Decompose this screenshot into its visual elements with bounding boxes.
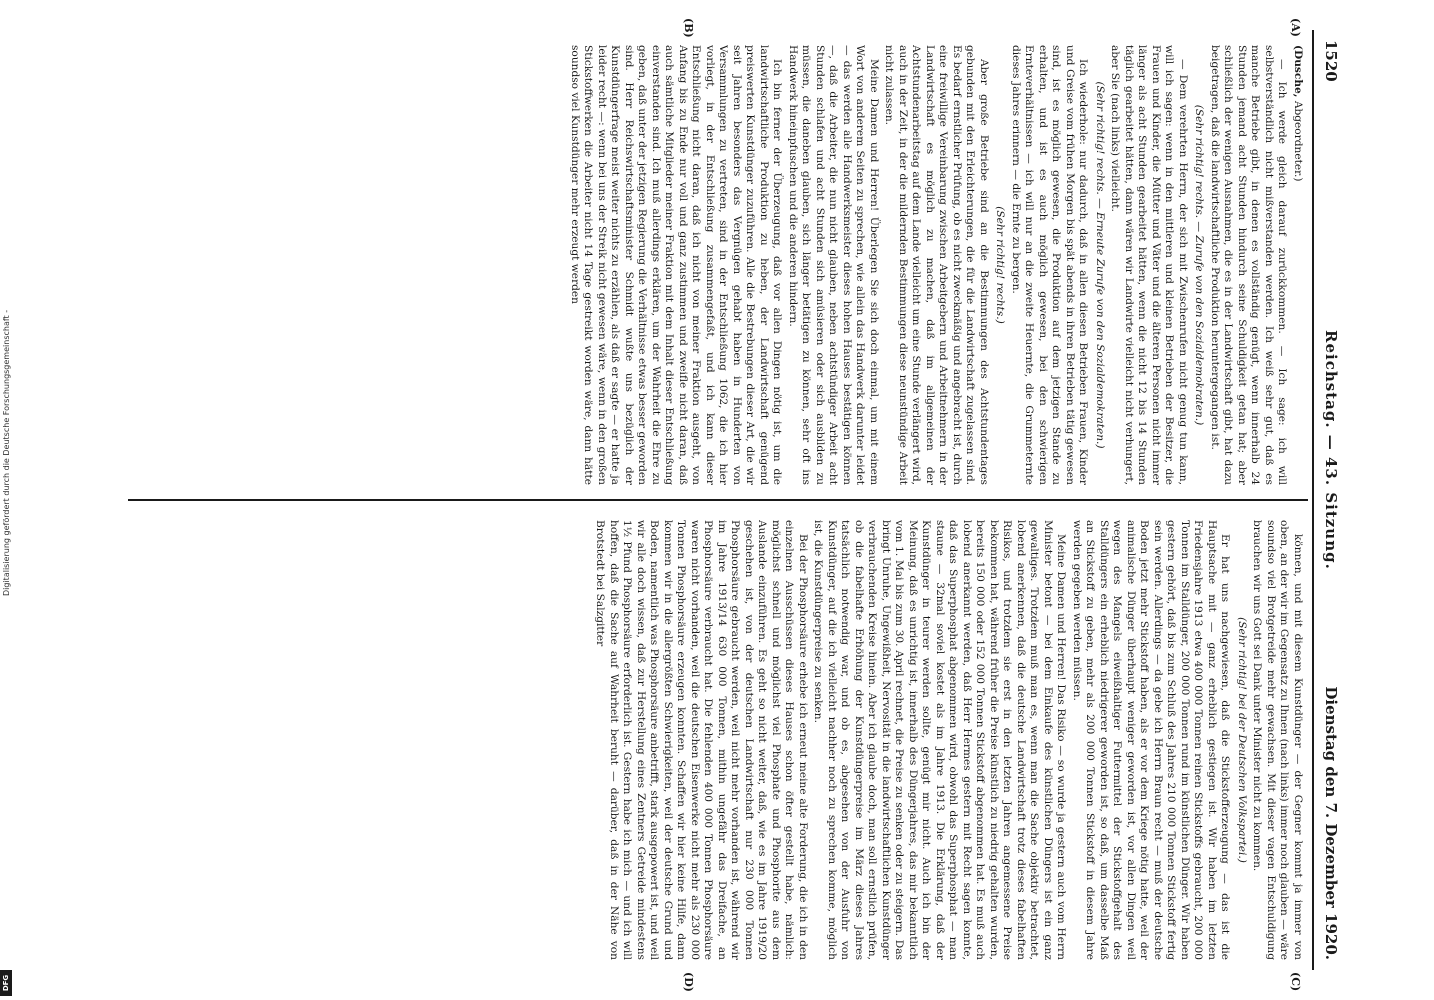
interjection: (Sehr richtig! rechts.) [994,206,1007,324]
document-page [60,0,1400,1000]
paragraph-text: können, und mit diesem Kunstdünger — der Gegner kommt ja immer von oben, an der wir im Gegensatz zu Ihnen (nach links) immer noch glauben — wäre soundso viel Brotgetreide mehr gewachsen. Mit dieser vagen Entschuldigung brauchen wir uns Gott sei Dank unter Minister nicht zu kommen. [1251,520,1304,960]
speaker-role: Abgeordneter.) [1292,100,1304,182]
paragraph-text: — Dem verehrten Herrn, der sich mit Zwischenrufen nicht genug tun kann, will ich sagen: wenn in den mittleren und kleinen Betrieben der Besitzer, die Frauen und Kinder, die Mütter und Väter und die älteren Personen nicht immer länger als acht Stunden gearbeitet hätten, wenn die nicht 12 bis 14 Stunden täglich gearbeitet hätten, dann wären wir Landwirte vielleicht nicht verhungert, aber Sie (nach links) vielleicht. [1109,45,1189,485]
margin-marker-a: (A) [1289,18,1302,37]
dfg-logo-text: DFG [2,974,10,992]
right-column [134,520,1304,960]
paragraph [786,45,881,485]
page-number: 1520 [1322,40,1340,82]
header-rule [1312,30,1314,970]
margin-marker-c: (C) [1289,972,1302,992]
paragraph-text: Meine Damen und Herren! Überlegen Sie sich doch einmal, um mit einem Wort von anderem Seiten zu sprechen, wie allein das Handwerk darunter leidet — das werden alle Handwerksmeister dieses hohen Hauses bestätigen können —, daß die Arbeiter, die nun nicht glauben, neben achtstündiger Arbeit acht Stunden schlafen und acht Stunden sich amüsieren oder sich ausbilden zu müssen, die daneben glauben, sich länger betätigen zu können, sehr oft ins Handwerk hineinpfuschen und die anderen hindern. [787,45,880,485]
column-divider [128,499,1308,501]
interjection: (Sehr richtig! rechts. — Erneute Zurufe von den Sozialdemokraten.) [1094,81,1106,449]
paragraph-text: Ich wiederhole: nur dadurch, daß in allen diesen Betrieben Frauen, Kinder und Greise vom frühen Morgen bis spät abends in ihren Betrieben tätig gewesen sind, ist es möglich gewesen, die Produktion auf dem jetzigen Stande zu erhalten, und ist es auch möglich gewesen, bei den schwierigen Ernteverhältnissen — ich will nur an die zweite Heuernte, die Grummeternte dieses Jahres erinnern — die Ernte zu bergen. [1010,45,1090,485]
margin-marker-b: (B) [682,18,695,38]
paragraph-text: Meine Damen und Herren! Das Risiko — so wurde ja gestern auch vom Herrn Minister betont — bei dem Einkaufe des künstlichen Düngers ist ein ganz gewaltiges. Trotzdem muß man es, wenn man die Sache objektiv betrachtet, lobend anerkennen, daß die deutsche Landwirtschaft trotz dieses fabelhaften Risikos, und trotzdem sie erst in den letzten Jahren angemessene Preise bekommen hat, während früher die Preise künstlich zu niedrig gehalten wurden, bereits 150 000 oder 152 000 Tonnen Stickstoff abgenommen hat. Es muß auch lobend anerkannt werden, daß Herr Hermes gestern mit Recht sagen konnte, daß das Superphosphat abgenommen wird, obwohl das Superphosphat — man staune — 32mal soviel kostet als im Jahre 1913. Die Erklärung, daß der Kunstdünger in teurer werden sollte, genügt mir nicht. Auch ich bin der Meinung, daß es unrichtig ist, innerhalb des Düngerjahres, das mir bekanntlich vom 1. Mai bis zum 30. April rechnet, die Preise zu senken oder zu steigern. Das bringt Unruhe, Ungewißheit, Nervosität in die landwirtschaftlichen Kunstdünger verbrauchenden Kreise hinein. Aber ich glaube doch, man soll ernstlich prüfen, ob die fabelhafte Erhöhung der Kunstdüngerpreise im März dieses Jahres tatsächlich notwendig war, und ob es, abgesehen von der Ausfuhr von Kunstdünger, auf die ich vielleicht nachher noch zu sprechen komme, möglich ist, die Kunstdüngerpreise zu senken. [812,520,1068,960]
speaker-name: (Dusche, [1292,45,1304,98]
paragraph [811,520,1068,960]
paragraph [593,520,809,960]
paragraph [1291,45,1305,485]
interjection: (Sehr richtig! bei der Deutschen Volkspartei.) [1236,617,1248,863]
interjection: (Sehr richtig! rechts. — Zurufe von den Sozialdemokraten.) [1193,104,1206,426]
paragraph [882,45,990,485]
left-column [134,45,1304,485]
paragraph [1250,520,1304,960]
paragraph-text: Er hat uns nachgewiesen, daß die Stickstofferzeugung — das ist die Hauptsache mit — ganz erheblich gestiegen ist. Wir haben im letzten Friedensjahre 1913 etwa 400 000 Tonnen reinen Stickstoffs gebraucht, 200 000 Tonnen im Stalldünger, 200 000 Tonnen rund im künstlichen Dünger. Wir haben gestern gehört, daß bis zum Schluß des Jahres 210 000 Tonnen Stickstoff fertig sein werden. Allerdings — da gebe ich Herrn Braun recht — muß der deutsche Boden jetzt mehr Stickstoff haben, als er vor dem Kriege nötig hatte, weil der animalische Dünger überhaupt weniger geworden ist, vor allen Dingen weil wegen des Mangels eiweißhaltiger Futtermittel der Stickstoffgehalt des Stalldüngers ein erheblich niedrigerer geworden ist, so daß, um dasselbe Maß an Stickstoff zu geben, mehr als 200 000 Tonnen Stickstoff in diesem Jahre werden gegeben werden müssen. [1071,520,1232,960]
paragraph [1208,45,1289,485]
digitization-note: Digitalisierung gefördert durch die Deutsche Forschungsgemeinschaft - [2,309,11,596]
margin-marker-d: (D) [682,972,695,992]
paragraph-text: Aber große Betriebe sind an die Bestimmungen des Achtstundentages gebunden mit den Erleichterungen, die für die Landwirtschaft zugelassen sind. Es bedarf ernstlicher Prüfung, ob es nicht zweckmäßig und angebracht ist, durch eine freiwillige Vereinbarung zwischen Arbeitgebern und Arbeitnehmern in der Landwirtschaft es möglich zu machen, daß im allgemeinen der Achtstundenarbeitstag auf dem Lande vielleicht um eine Stunde verlängert wird, auch in der Zeit, in der die mildernden Bestimmungen diese neunstündige Arbeit nicht zulassen. [883,45,990,485]
paragraph [568,45,784,485]
dfg-logo [0,970,12,996]
paragraph-text: Ich bin ferner der Überzeugung, daß vor allen Dingen nötig ist, um die landwirtschaftliche Produktion zu heben, der Landwirtschaft genügend preiswerten Kunstdünger zuzuführen. Alle die Bestrebungen dieser Art, die wir seit Jahren besonders das Vergnügen gehabt haben in Hunderten von Versammlungen zu vertreten, sind in der Entschließung 1062, die ich hier vorliegt, in der Entschließung zusammengefaßt, und ich kann dieser Entschließung nicht daran, daß ich nicht von meiner Fraktion ausgeht, von Anfang bis zu Ende nur voll und ganz zustimmen und zweifle nicht daran, daß auch sämtliche Mitglieder meiner Fraktion mit dem Inhalt dieser Entschließung einverstanden sind. Ich muß allerdings erklären, um der Wahrheit die Ehre zu geben, daß unter der jetzigen Regierung die Verhältnisse etwas besser geworden sind. Herr Reichswirtschaftsminister Schmidt wußte uns bezüglich der Kunstdüngerfrage meist weiter nichts zu erzählen, als daß er sagte — er hatte ja leider recht —: wenn bei uns der Streik nicht gewesen wäre, wenn in den großen Stickstoffwerken die Arbeiter nicht 14 Tage gestreikt worden wäre, dann hätte soundso viel Kunstdünger mehr erzeugt werden [569,45,784,485]
paragraph [1070,520,1232,960]
paragraph [1009,45,1090,485]
session-date: Dienstag den 7. Dezember 1920. [1322,686,1340,960]
paragraph [1108,45,1189,485]
page-header [1314,30,1340,970]
paragraph-text: Bei der Phosphorsäure erhebe ich erneut meine alte Forderung, die ich in den einzelnen Ausschüssen dieses Hauses schon öfter gestellt habe, nämlich: möglichst schnell und möglichst viel Phosphate und Phosphorite aus dem Auslande einzuführen. Es geht so nicht weiter, daß, wie es im Jahre 1919/20 geschehen ist, von der deutschen Landwirtschaft nur 230 000 Tonnen Phosphorsäure gebraucht werden, weil nicht mehr vorhanden ist, während wir im Jahre 1913/14 630 000 Tonnen, mithin ungefähr das Dreifache, an Phosphorsäure verbraucht hat. Die fehlenden 400 000 Tonnen Phosphorsäure waren nicht vorhanden, weil die deutschen Eisenwerke nicht mehr als 230 000 Tonnen Phosphorsäure erzeugen konnten. Schaffen wir hier keine Hilfe, dann kommen wir in die allergrößten Schwierigkeiten, weil der deutsche Grund und Boden, namentlich was Phosphorsäure anbetrifft, stark ausgepowert ist, und weil wir alle doch wissen, daß zur Herstellung eines Zentners Getreide mindestens 1½ Pfund Phosphorsäure erforderlich ist. Gestern habe ich mich — und ich will hoffen, daß die Sache auf Wahrheit beruht — darüber, daß in der Nähe von Brotstedt bei Salzgitter [594,520,809,960]
page-title: Reichstag. — 43. Sitzung. [1322,330,1340,570]
paragraph-text: — Ich werde gleich darauf zurückkommen. — Ich sage: ich will selbstverständlich nicht mißverstanden werden. Ich weiß sehr gut, daß es manche Betriebe gibt, in denen es vollständig genügt, wenn innerhalb 24 Stunden jemand acht Stunden hindurch seine Schuldigkeit getan hat; aber schließlich der wenigen Ausnahmen, die es in der Landwirtschaft gibt, hat dazu beigetragen, daß die landwirtschaftliche Produktion heruntergegangen ist. [1209,45,1289,485]
